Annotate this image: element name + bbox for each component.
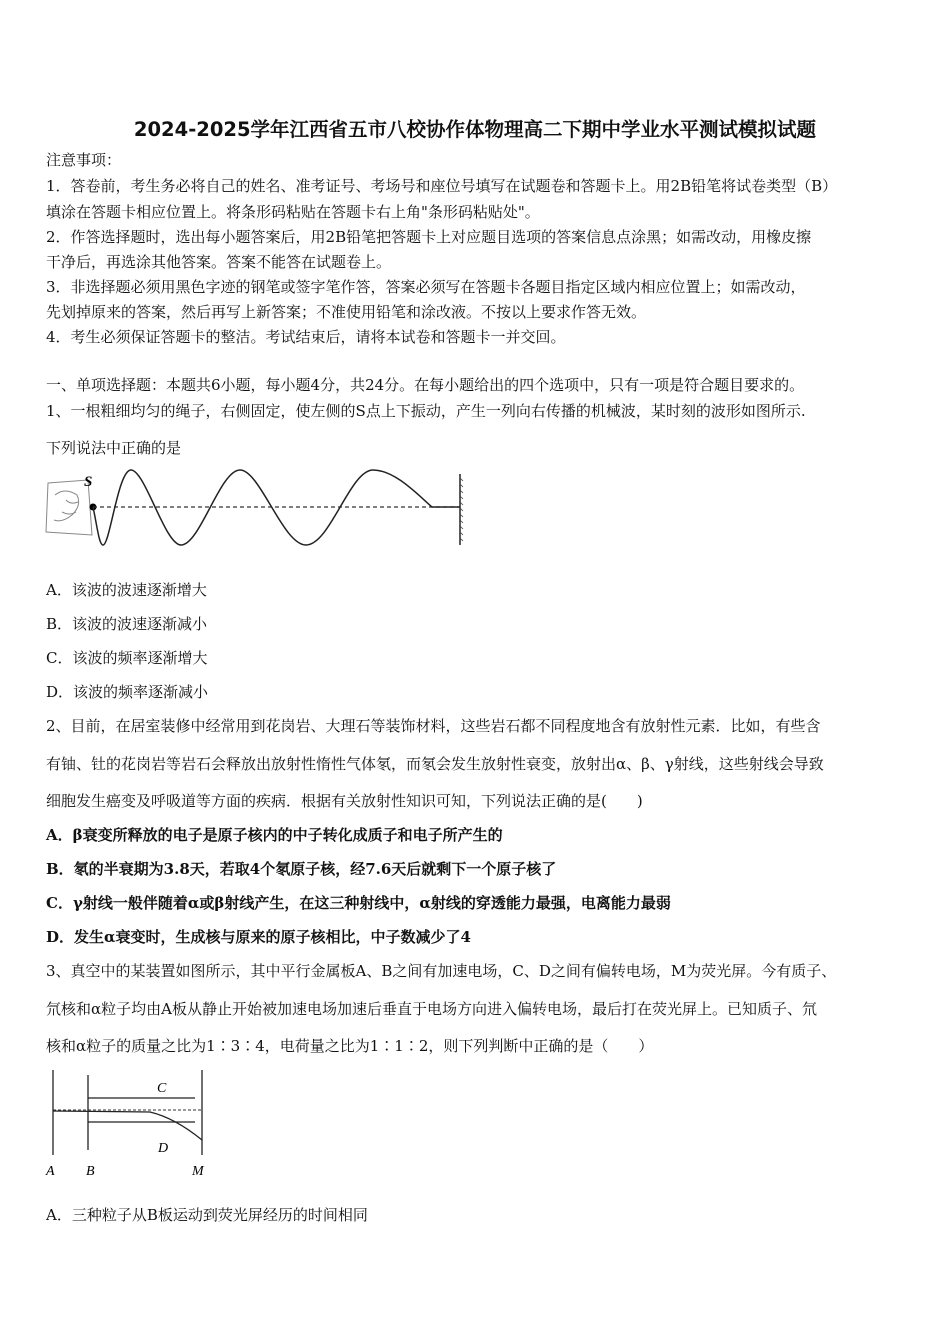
q3-stem: 核和α粒子的质量之比为1∶3∶4，电荷量之比为1∶1∶2，则下列判断中正确的是（ ） [46, 1037, 654, 1055]
q3-option-a: A．三种粒子从B板运动到荧光屏经历的时间相同 [46, 1206, 368, 1224]
q3-stem: 3、真空中的某装置如图所示，其中平行金属板A、B之间有加速电场，C、D之间有偏转电场，M为荧光屏。今有质子、 [46, 962, 837, 980]
label-c: C [157, 1081, 167, 1096]
q1-stem: 下列说法中正确的是 [46, 439, 182, 457]
q2-stem: 2、目前，在居室装修中经常用到花岗岩、大理石等装饰材料，这些岩石都不同程度地含有放射性元素．比如，有些含 [46, 717, 821, 735]
notice-line: 1．答卷前，考生务必将自己的姓名、准考证号、考场号和座位号填写在试题卷和答题卡上。用2B铅笔将试卷类型（B） [46, 177, 838, 195]
particle-path [53, 1111, 202, 1140]
section-heading: 一、单项选择题：本题共6小题，每小题4分，共24分。在每小题给出的四个选项中，只有一项是符合题目要求的。 [46, 376, 805, 394]
notice-line: 3．非选择题必须用黑色字迹的钢笔或签字笔作答，答案必须写在答题卡各题目指定区域内相应位置上；如需改动， [46, 278, 806, 296]
label-d: D [158, 1141, 169, 1156]
q1-option-d: D．该波的频率逐渐减小 [46, 683, 209, 701]
q3-stem: 氘核和α粒子均由A板从静止开始被加速电场加速后垂直于电场方向进入偏转电场，最后打在荧光屏上。已知质子、氘 [46, 1000, 817, 1018]
notice-line: 2．作答选择题时，选出每小题答案后，用2B铅笔把答题卡上对应题目选项的答案信息点涂黑；如需改动，用橡皮擦 [46, 228, 812, 246]
q1-stem: 1、一根粗细均匀的绳子，右侧固定，使左侧的S点上下振动，产生一列向右传播的机械波，某时刻的波形如图所示. [46, 402, 806, 420]
q1-option-c: C．该波的频率逐渐增大 [46, 649, 208, 667]
notice-line: 先划掉原来的答案，然后再写上新答案；不准使用铅笔和涂改液。不按以上要求作答无效。 [46, 303, 647, 321]
notice-line: 干净后，再选涂其他答案。答案不能答在试题卷上。 [46, 253, 392, 271]
label-b: B [86, 1164, 95, 1179]
notice-line: 4．考生必须保证答题卡的整洁。考试结束后，请将本试卷和答题卡一并交回。 [46, 328, 566, 346]
q2-stem: 细胞发生癌变及呼吸道等方面的疾病．根据有关放射性知识可知，下列说法正确的是( ) [46, 792, 643, 810]
q2-option-a: A．β衰变所释放的电子是原子核内的中子转化成质子和电子所产生的 [46, 826, 503, 844]
q2-option-d: D．发生α衰变时，生成核与原来的原子核相比，中子数减少了4 [46, 928, 471, 946]
q2-option-b: B．氡的半衰期为3.8天，若取4个氡原子核，经7.6天后就剩下一个原子核了 [46, 860, 557, 878]
q1-option-a: A．该波的波速逐渐增大 [46, 581, 207, 599]
page-title: 2024-2025学年江西省五市八校协作体物理高二下期中学业水平测试模拟试题 [133, 118, 817, 141]
label-s: S [84, 474, 93, 490]
label-m: M [192, 1164, 204, 1179]
wave-figure [40, 462, 470, 557]
q1-option-b: B．该波的波速逐渐减小 [46, 615, 208, 633]
q2-stem: 有铀、钍的花岗岩等岩石会释放出放射性惰性气体氡，而氡会发生放射性衰变，放射出α、β、γ射线，这些射线会导致 [46, 755, 824, 773]
device-figure [40, 1065, 220, 1185]
q2-option-c: C．γ射线一般伴随着α或β射线产生，在这三种射线中，α射线的穿透能力最强，电离能力最弱 [46, 894, 671, 912]
notice-heading: 注意事项： [46, 151, 122, 169]
notice-line: 填涂在答题卡相应位置上。将条形码粘贴在答题卡右上角"条形码粘贴处"。 [46, 203, 540, 221]
label-a: A [46, 1164, 55, 1179]
